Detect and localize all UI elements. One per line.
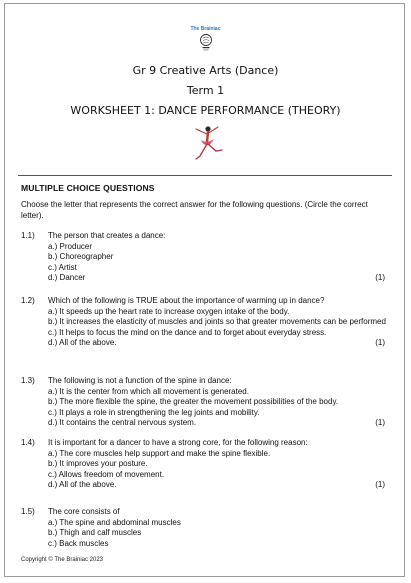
question-stem: Which of the following is TRUE about the importance of warming up in dance? xyxy=(48,296,325,305)
option-b[interactable]: b.) It increases the elasticity of muscles and joints so that greater movements can be performed xyxy=(48,317,386,326)
option-b[interactable]: b.) It improves your posture. xyxy=(48,459,148,468)
option-d[interactable]: d.) It contains the central nervous system. (1) xyxy=(48,418,385,427)
option-b[interactable]: b.) Choreographer xyxy=(48,252,114,261)
option-d[interactable]: d.) All of the above. (1) xyxy=(48,480,385,489)
worksheet-title: WORKSHEET 1: DANCE PERFORMANCE (THEORY) xyxy=(70,104,341,117)
option-a[interactable]: a.) It is the center from which all movement is generated. xyxy=(48,386,249,396)
section-heading: MULTIPLE CHOICE QUESTIONS xyxy=(21,183,155,193)
question-number: 1.4) xyxy=(21,438,35,447)
option-c[interactable]: c.) It plays a role in strengthening the leg joints and mobility. xyxy=(48,407,260,417)
option-a[interactable]: a.) Producer xyxy=(48,241,93,251)
option-a[interactable]: a.) The core muscles help support and make the spine flexible. xyxy=(48,448,271,458)
ballet-dancer-icon xyxy=(186,120,226,164)
question-1-2 xyxy=(21,296,391,349)
option-d[interactable]: d.) All of the above. (1) xyxy=(48,338,385,347)
question-number: 1.2) xyxy=(21,296,35,305)
option-c[interactable]: c.) Artist xyxy=(48,262,77,272)
option-c[interactable]: c.) It helps to focus the mind on the dance and to forget about everyday stress. xyxy=(48,327,327,337)
question-1-4 xyxy=(21,438,391,491)
instruction-text: Choose the letter that represents the correct answer for the following questions. (Circle the correct letter). xyxy=(21,200,368,220)
question-stem: The following is not a function of the spine in dance: xyxy=(48,376,232,385)
option-c[interactable]: c.) Allows freedom of movement. xyxy=(48,469,165,479)
mark-allocation: (1) xyxy=(375,273,385,282)
question-stem: The person that creates a dance: xyxy=(48,231,166,240)
option-d[interactable]: d.) Dancer (1) xyxy=(48,273,385,282)
option-b[interactable]: b.) Thigh and calf muscles xyxy=(48,528,142,537)
option-c[interactable]: c.) Back muscles xyxy=(48,538,109,548)
question-1-1 xyxy=(21,231,391,284)
brand-name: The Brainiac xyxy=(190,26,221,32)
mark-allocation: (1) xyxy=(375,338,385,347)
section-divider xyxy=(18,175,392,176)
question-number: 1.3) xyxy=(21,376,35,385)
option-a[interactable]: a.) The spine and abdominal muscles xyxy=(48,517,181,527)
brain-logo-icon xyxy=(199,33,213,53)
mark-allocation: (1) xyxy=(375,480,385,489)
copyright-footer: Copyright © The Brainiac 2023 xyxy=(21,557,104,563)
question-1-3 xyxy=(21,376,391,429)
question-number: 1.5) xyxy=(21,507,35,516)
mark-allocation: (1) xyxy=(375,418,385,427)
option-b[interactable]: b.) The more flexible the spine, the greater the movement possibilities of the body. xyxy=(48,397,339,406)
page-title: Gr 9 Creative Arts (Dance) xyxy=(132,64,279,77)
option-a[interactable]: a.) It speeds up the heart rate to increase oxygen intake of the body. xyxy=(48,306,290,316)
question-stem: It is important for a dancer to have a strong core, for the following reason: xyxy=(48,438,308,447)
question-stem: The core consists of xyxy=(48,507,120,516)
term-label: Term 1 xyxy=(186,84,225,97)
question-number: 1.1) xyxy=(21,231,35,240)
question-1-5 xyxy=(21,507,391,549)
